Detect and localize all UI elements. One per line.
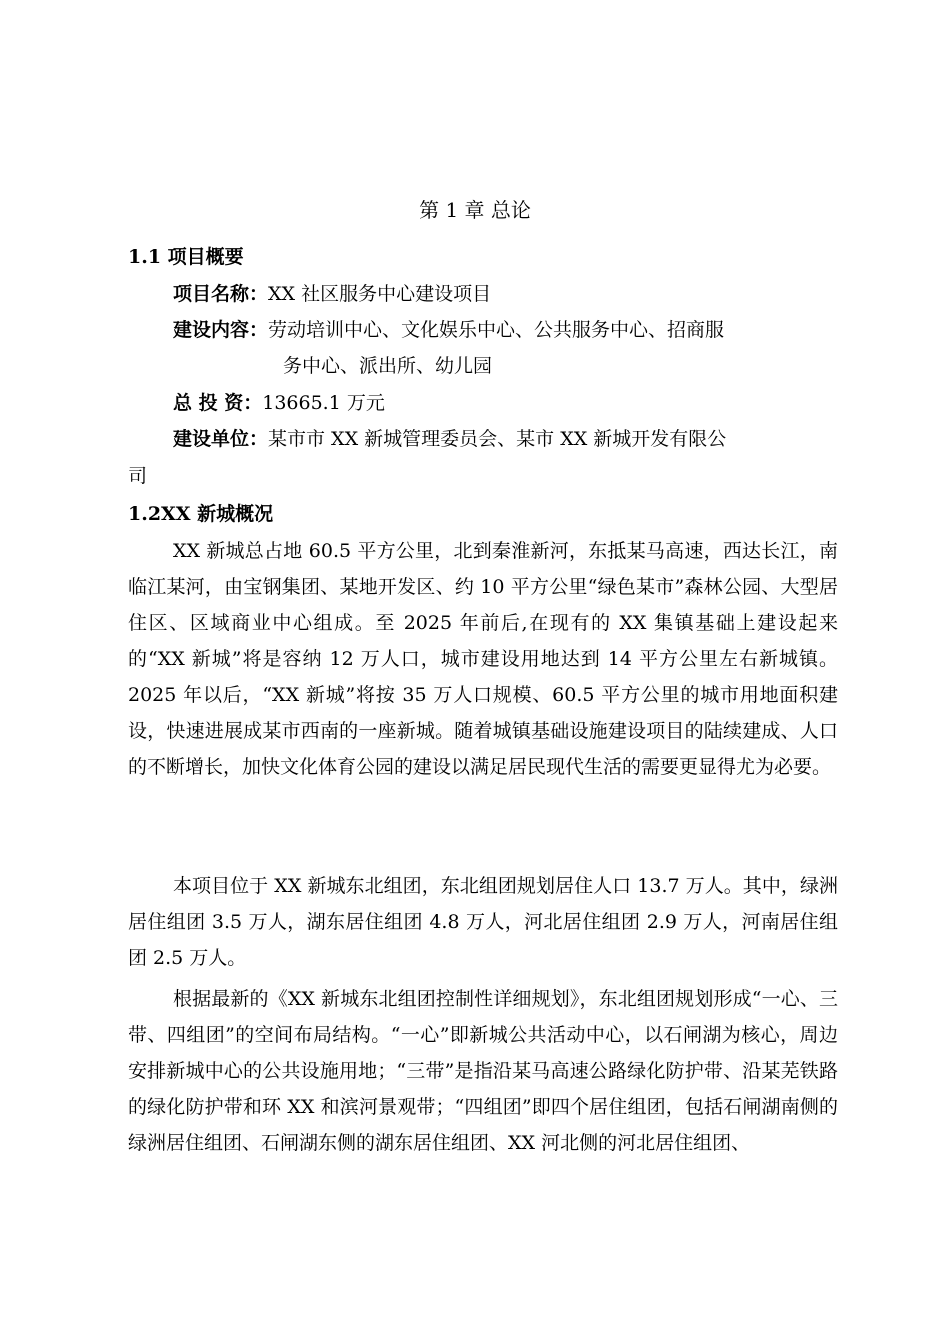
project-name-key: 项目名称：	[173, 283, 269, 305]
section-heading-1-1: 1.1 项目概要	[128, 246, 244, 268]
paragraph-location: 本项目位于 XX 新城东北组团，东北组团规划居住人口 13.7 万人。其中，绿洲居住组团 3.5 万人，湖东居住组团 4.8 万人，河北居住组团 2.9 万人，河南居住组团 2.5 万人。	[128, 875, 838, 969]
project-name-line	[173, 276, 853, 312]
construction-content-key: 建设内容：	[173, 319, 269, 341]
construction-content-continuation: 务中心、派出所、幼儿园	[283, 355, 493, 377]
section-heading-1-2: 1.2XX 新城概况	[128, 503, 274, 525]
construction-unit-line	[173, 421, 853, 457]
paragraph-planning: 根据最新的《XX 新城东北组团控制性详细规划》，东北组团规划形成“一心、三带、四组团”的空间布局结构。“一心”即新城公共活动中心，以石闸湖为核心，周边安排新城中心的公共设施用地；“三带”是指沿某马高速公路绿化防护带、沿某芜铁路的绿化防护带和环 XX 和滨河景观带；“四组团”即四个居住组团，包括石闸湖南侧的绿洲居住组团、石闸湖东侧的湖东居住组团、XX 河北侧的河北居住组团、	[128, 988, 838, 1154]
paragraph-overview: XX 新城总占地 60.5 平方公里，北到秦淮新河，东抵某马高速，西达长江，南临江某河，由宝钢集团、某地开发区、约 10 平方公里“绿色某市”森林公园、大型居住区、区域商业中心组成。至 2025 年前后,在现有的 XX 集镇基础上建设起来的“XX 新城”将是容纳 12 万人口，城市建设用地达到 14 平方公里左右新城镇。2025 年以后，“XX 新城”将按 35 万人口规模、60.5 平方公里的城市用地面积建设，快速进展成某市西南的一座新城。随着城镇基础设施建设项目的陆续建成、人口的不断增长，加快文化体育公园的建设以满足居民现代生活的需要更显得尤为必要。	[128, 540, 838, 778]
construction-unit-continuation: 司	[128, 465, 148, 487]
construction-unit-key: 建设单位：	[173, 428, 269, 450]
construction-content-line	[173, 312, 853, 348]
project-name-value: XX 社区服务中心建设项目	[268, 283, 492, 305]
total-investment-value: 13665.1 万元	[262, 392, 385, 414]
construction-unit-value: 某市市 XX 新城管理委员会、某市 XX 新城开发有限公	[268, 428, 727, 450]
construction-content-value: 劳动培训中心、文化娱乐中心、公共服务中心、招商服	[268, 319, 725, 341]
total-investment-line	[173, 385, 853, 421]
chapter-title: 第 1 章 总论	[419, 198, 531, 222]
total-investment-key: 总 投 资：	[173, 392, 263, 414]
